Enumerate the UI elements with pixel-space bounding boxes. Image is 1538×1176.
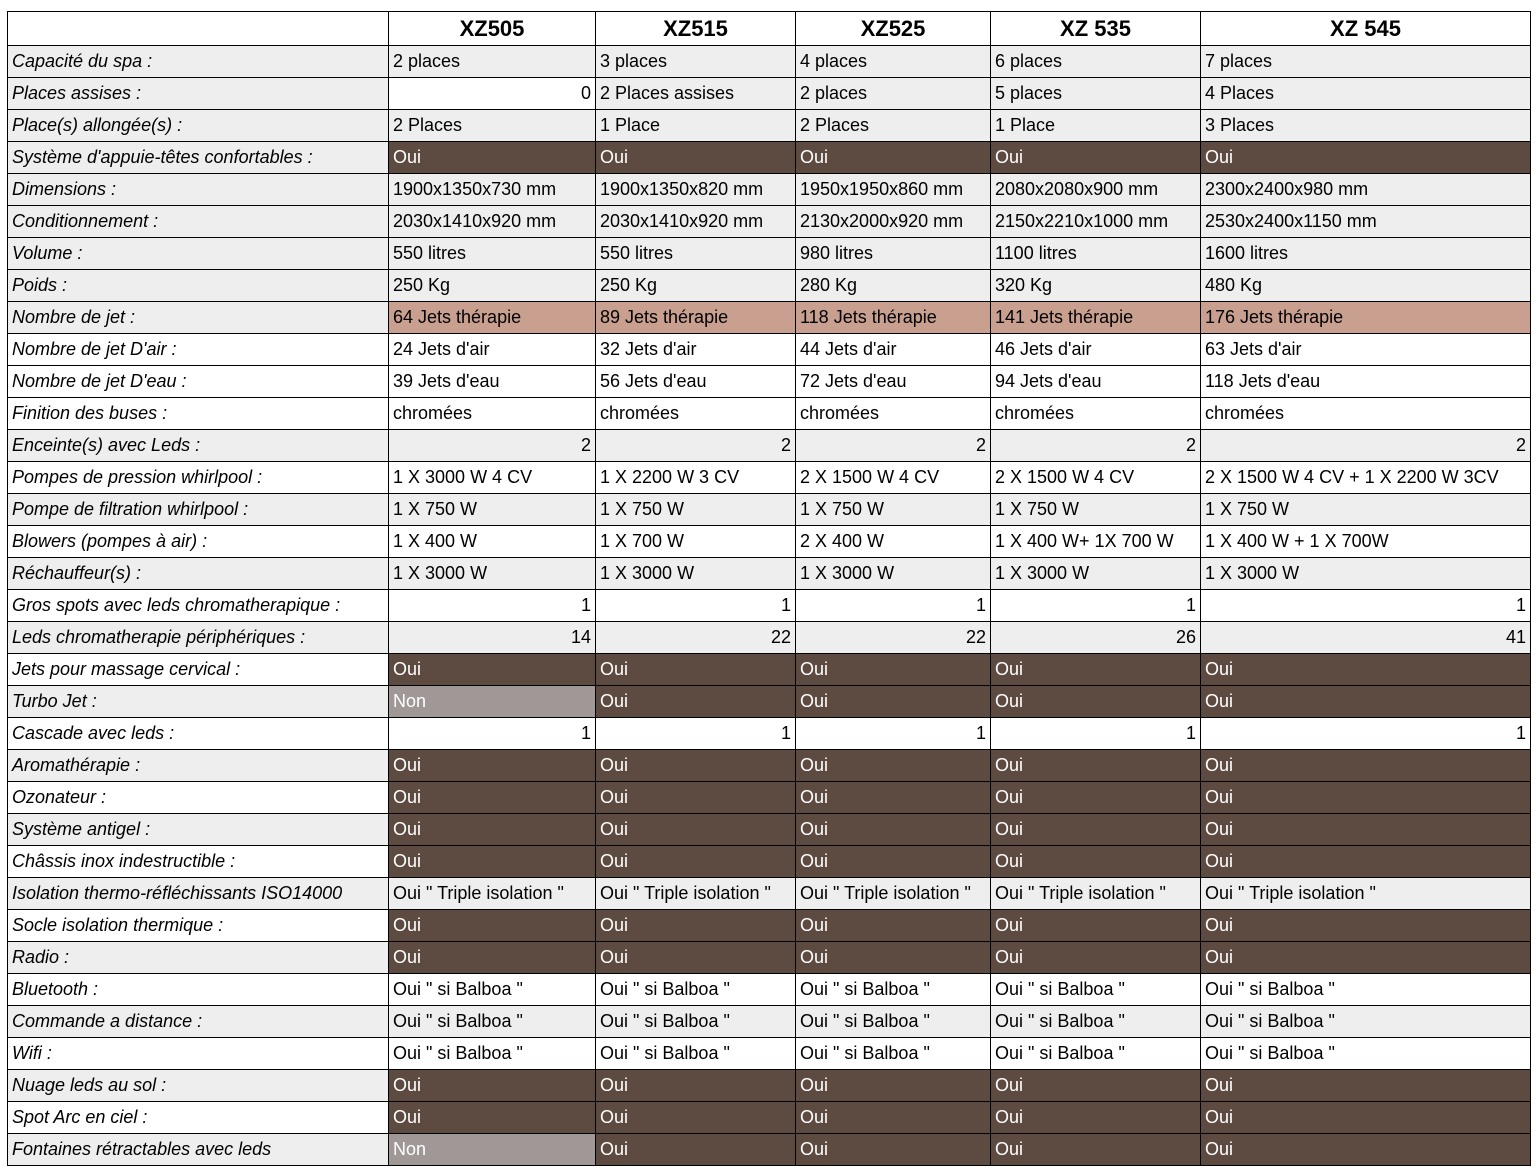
spec-value: Oui xyxy=(991,686,1201,718)
spec-value: 1 X 750 W xyxy=(389,494,596,526)
spec-label: Turbo Jet : xyxy=(8,686,389,718)
spec-body xyxy=(8,46,1531,1166)
spec-value: 1 xyxy=(596,718,796,750)
spec-value: 1 xyxy=(796,718,991,750)
spec-label: Poids : xyxy=(8,270,389,302)
spec-value: 32 Jets d'air xyxy=(596,334,796,366)
spec-value: 1 X 750 W xyxy=(991,494,1201,526)
spec-value: 2 X 1500 W 4 CV + 1 X 2200 W 3CV xyxy=(1201,462,1531,494)
spec-label: Places assises : xyxy=(8,78,389,110)
spec-value: 2 X 1500 W 4 CV xyxy=(796,462,991,494)
spec-value: 1600 litres xyxy=(1201,238,1531,270)
spec-row xyxy=(8,878,1531,910)
spec-value: chromées xyxy=(389,398,596,430)
spec-value: Oui xyxy=(596,1102,796,1134)
spec-row xyxy=(8,686,1531,718)
spec-value: 0 xyxy=(389,78,596,110)
model-header: XZ 545 xyxy=(1201,12,1531,46)
spec-label: Cascade avec leds : xyxy=(8,718,389,750)
spec-value: 64 Jets thérapie xyxy=(389,302,596,334)
spec-value: 41 xyxy=(1201,622,1531,654)
spec-label: Wifi : xyxy=(8,1038,389,1070)
spec-value: 2 Places xyxy=(389,110,596,142)
spec-value: Oui " Triple isolation " xyxy=(1201,878,1531,910)
spec-value: Oui xyxy=(796,846,991,878)
spec-value: Oui xyxy=(389,750,596,782)
spec-row xyxy=(8,142,1531,174)
spec-value: Oui " si Balboa " xyxy=(796,1038,991,1070)
spec-value: 2530x2400x1150 mm xyxy=(1201,206,1531,238)
spec-value: 72 Jets d'eau xyxy=(796,366,991,398)
spec-value: 1 xyxy=(1201,590,1531,622)
spec-row xyxy=(8,174,1531,206)
model-header: XZ505 xyxy=(389,12,596,46)
spec-value: Oui xyxy=(991,1102,1201,1134)
spec-row xyxy=(8,846,1531,878)
model-header: XZ525 xyxy=(796,12,991,46)
spec-value: Oui xyxy=(796,942,991,974)
spec-value: Oui " si Balboa " xyxy=(991,974,1201,1006)
spec-label: Leds chromatherapie périphériques : xyxy=(8,622,389,654)
spec-value: 94 Jets d'eau xyxy=(991,366,1201,398)
spec-value: Oui xyxy=(596,846,796,878)
spec-value: 1 X 3000 W 4 CV xyxy=(389,462,596,494)
spec-row xyxy=(8,622,1531,654)
spec-value: Oui xyxy=(991,1070,1201,1102)
spec-value: Oui xyxy=(991,814,1201,846)
spec-value: 1 xyxy=(1201,718,1531,750)
spec-label: Jets pour massage cervical : xyxy=(8,654,389,686)
spec-value: Non xyxy=(389,686,596,718)
spec-value: chromées xyxy=(991,398,1201,430)
spec-row xyxy=(8,430,1531,462)
spec-value: Oui xyxy=(991,654,1201,686)
spec-label: Réchauffeur(s) : xyxy=(8,558,389,590)
spec-row xyxy=(8,238,1531,270)
spec-row xyxy=(8,78,1531,110)
spec-value: 2 xyxy=(389,430,596,462)
spec-value: Oui " si Balboa " xyxy=(1201,1038,1531,1070)
spec-value: 141 Jets thérapie xyxy=(991,302,1201,334)
spec-value: 1 X 750 W xyxy=(596,494,796,526)
spec-value: Oui xyxy=(796,1134,991,1166)
spec-label: Radio : xyxy=(8,942,389,974)
spec-value: Oui xyxy=(1201,750,1531,782)
spec-value: 550 litres xyxy=(389,238,596,270)
spec-row xyxy=(8,974,1531,1006)
spec-row xyxy=(8,1102,1531,1134)
spec-value: Oui xyxy=(796,142,991,174)
spec-value: 22 xyxy=(796,622,991,654)
spec-value: 118 Jets thérapie xyxy=(796,302,991,334)
spec-value: Oui xyxy=(1201,814,1531,846)
spec-value: 250 Kg xyxy=(596,270,796,302)
header-row xyxy=(8,12,1531,46)
spec-value: Oui xyxy=(796,910,991,942)
spec-value: Oui xyxy=(796,654,991,686)
spec-value: 280 Kg xyxy=(796,270,991,302)
spec-value: 22 xyxy=(596,622,796,654)
spec-value: chromées xyxy=(796,398,991,430)
spec-label: Enceinte(s) avec Leds : xyxy=(8,430,389,462)
spec-row xyxy=(8,302,1531,334)
spec-label: Fontaines rétractables avec leds xyxy=(8,1134,389,1166)
spec-row xyxy=(8,462,1531,494)
spec-value: Oui xyxy=(596,142,796,174)
spec-value: Oui " si Balboa " xyxy=(389,974,596,1006)
spec-value: 14 xyxy=(389,622,596,654)
spa-spec-table xyxy=(7,11,1531,1166)
model-header: XZ 535 xyxy=(991,12,1201,46)
spec-value: 176 Jets thérapie xyxy=(1201,302,1531,334)
spec-value: 2 Places assises xyxy=(596,78,796,110)
spec-value: 1 xyxy=(991,718,1201,750)
spec-value: Oui " si Balboa " xyxy=(389,1006,596,1038)
spec-label: Spot Arc en ciel : xyxy=(8,1102,389,1134)
spec-label: Capacité du spa : xyxy=(8,46,389,78)
spec-value: Oui xyxy=(596,782,796,814)
spec-value: Oui " si Balboa " xyxy=(796,974,991,1006)
spec-value: 5 places xyxy=(991,78,1201,110)
spec-value: 2030x1410x920 mm xyxy=(596,206,796,238)
spec-row xyxy=(8,1134,1531,1166)
spec-label: Finition des buses : xyxy=(8,398,389,430)
spec-value: Oui xyxy=(389,814,596,846)
spec-value: Oui " Triple isolation " xyxy=(796,878,991,910)
spec-value: Oui xyxy=(796,782,991,814)
spec-label: Ozonateur : xyxy=(8,782,389,814)
spec-value: Oui xyxy=(1201,846,1531,878)
spec-label: Châssis inox indestructible : xyxy=(8,846,389,878)
spec-value: 550 litres xyxy=(596,238,796,270)
spec-row xyxy=(8,590,1531,622)
spec-value: 2 X 400 W xyxy=(796,526,991,558)
spec-value: 1 xyxy=(389,590,596,622)
spec-value: Oui xyxy=(796,814,991,846)
spec-label: Système antigel : xyxy=(8,814,389,846)
spec-value: Oui " si Balboa " xyxy=(1201,974,1531,1006)
spec-value: Oui xyxy=(991,142,1201,174)
spec-value: Oui xyxy=(1201,782,1531,814)
spec-value: Oui xyxy=(596,750,796,782)
spec-value: Oui " si Balboa " xyxy=(991,1006,1201,1038)
spec-value: 2 xyxy=(596,430,796,462)
spec-value: Oui xyxy=(389,142,596,174)
spec-value: 89 Jets thérapie xyxy=(596,302,796,334)
spec-value: 1 X 400 W + 1 X 700W xyxy=(1201,526,1531,558)
spec-row xyxy=(8,814,1531,846)
spec-value: 3 places xyxy=(596,46,796,78)
spec-value: Oui xyxy=(796,750,991,782)
spec-value: Oui xyxy=(596,654,796,686)
spec-value: 2 X 1500 W 4 CV xyxy=(991,462,1201,494)
spec-value: 1950x1950x860 mm xyxy=(796,174,991,206)
spec-value: 39 Jets d'eau xyxy=(389,366,596,398)
spec-value: 2030x1410x920 mm xyxy=(389,206,596,238)
spec-value: 1 X 750 W xyxy=(1201,494,1531,526)
spec-value: Oui xyxy=(796,1102,991,1134)
spec-value: 63 Jets d'air xyxy=(1201,334,1531,366)
spec-label: Pompe de filtration whirlpool : xyxy=(8,494,389,526)
spec-value: Oui xyxy=(389,782,596,814)
spec-value: 1 X 3000 W xyxy=(1201,558,1531,590)
spec-row xyxy=(8,910,1531,942)
spec-value: 1 xyxy=(389,718,596,750)
spec-value: 1100 litres xyxy=(991,238,1201,270)
spec-value: Oui xyxy=(389,1070,596,1102)
spec-value: 3 Places xyxy=(1201,110,1531,142)
spec-value: 1 X 750 W xyxy=(796,494,991,526)
spec-value: 44 Jets d'air xyxy=(796,334,991,366)
spec-value: 1 X 400 W+ 1X 700 W xyxy=(991,526,1201,558)
spec-value: Oui xyxy=(596,910,796,942)
spec-value: 24 Jets d'air xyxy=(389,334,596,366)
spec-label: Place(s) allongée(s) : xyxy=(8,110,389,142)
spec-value: 26 xyxy=(991,622,1201,654)
spec-value: Oui xyxy=(596,814,796,846)
spec-row xyxy=(8,1070,1531,1102)
spec-value: Oui xyxy=(991,1134,1201,1166)
spec-row xyxy=(8,526,1531,558)
spec-label: Nombre de jet D'air : xyxy=(8,334,389,366)
spec-row xyxy=(8,398,1531,430)
spec-value: 1 xyxy=(991,590,1201,622)
spec-label: Système d'appuie-têtes confortables : xyxy=(8,142,389,174)
spec-value: 46 Jets d'air xyxy=(991,334,1201,366)
spec-label: Conditionnement : xyxy=(8,206,389,238)
spec-value: Oui " si Balboa " xyxy=(991,1038,1201,1070)
spec-value: Oui xyxy=(389,846,596,878)
spec-label: Gros spots avec leds chromatherapique : xyxy=(8,590,389,622)
spec-value: 118 Jets d'eau xyxy=(1201,366,1531,398)
spec-row xyxy=(8,270,1531,302)
spec-value: Oui xyxy=(596,942,796,974)
spec-value: Oui xyxy=(991,846,1201,878)
spec-value: 1 X 3000 W xyxy=(991,558,1201,590)
spec-value: Oui xyxy=(389,910,596,942)
spec-value: 320 Kg xyxy=(991,270,1201,302)
spec-value: Oui xyxy=(1201,942,1531,974)
spec-label: Isolation thermo-réfléchissants ISO14000 xyxy=(8,878,389,910)
spec-value: 2 xyxy=(796,430,991,462)
model-header: XZ515 xyxy=(596,12,796,46)
spec-value: 4 places xyxy=(796,46,991,78)
spec-value: Oui " Triple isolation " xyxy=(991,878,1201,910)
spec-value: Oui xyxy=(1201,142,1531,174)
spec-value: 980 litres xyxy=(796,238,991,270)
spec-value: 2 places xyxy=(796,78,991,110)
spec-value: 1 Place xyxy=(991,110,1201,142)
spec-value: Oui " Triple isolation " xyxy=(389,878,596,910)
spec-value: 1900x1350x730 mm xyxy=(389,174,596,206)
spec-value: Oui xyxy=(1201,1102,1531,1134)
spec-value: Oui xyxy=(796,686,991,718)
spec-value: Oui xyxy=(389,654,596,686)
spec-row xyxy=(8,942,1531,974)
spec-value: Oui xyxy=(1201,654,1531,686)
spec-label: Nuage leds au sol : xyxy=(8,1070,389,1102)
spec-row xyxy=(8,782,1531,814)
spec-value: 7 places xyxy=(1201,46,1531,78)
spec-value: 250 Kg xyxy=(389,270,596,302)
spec-row xyxy=(8,334,1531,366)
spec-value: 1 X 2200 W 3 CV xyxy=(596,462,796,494)
spec-value: 480 Kg xyxy=(1201,270,1531,302)
spec-row xyxy=(8,750,1531,782)
spec-value: Oui " si Balboa " xyxy=(596,1038,796,1070)
spec-value: Oui xyxy=(596,686,796,718)
spec-value: 1 X 3000 W xyxy=(596,558,796,590)
spec-value: 1 X 3000 W xyxy=(796,558,991,590)
spec-row xyxy=(8,46,1531,78)
header-corner xyxy=(8,12,389,46)
spec-value: 1 xyxy=(796,590,991,622)
spec-value: 1 X 700 W xyxy=(596,526,796,558)
spec-label: Nombre de jet : xyxy=(8,302,389,334)
spec-value: 1 xyxy=(596,590,796,622)
spec-label: Dimensions : xyxy=(8,174,389,206)
spec-value: chromées xyxy=(596,398,796,430)
spec-value: 2 Places xyxy=(796,110,991,142)
spec-value: Oui xyxy=(1201,1134,1531,1166)
spec-value: Oui " Triple isolation " xyxy=(596,878,796,910)
spec-value: 2 xyxy=(1201,430,1531,462)
spec-value: Oui xyxy=(596,1070,796,1102)
spec-value: 4 Places xyxy=(1201,78,1531,110)
spec-value: Oui " si Balboa " xyxy=(796,1006,991,1038)
spec-label: Nombre de jet D'eau : xyxy=(8,366,389,398)
spec-value: Oui xyxy=(389,942,596,974)
spec-row xyxy=(8,654,1531,686)
spec-label: Socle isolation thermique : xyxy=(8,910,389,942)
spec-value: Oui xyxy=(991,942,1201,974)
spec-value: 2150x2210x1000 mm xyxy=(991,206,1201,238)
spec-label: Bluetooth : xyxy=(8,974,389,1006)
spec-value: Oui xyxy=(1201,910,1531,942)
spec-label: Blowers (pompes à air) : xyxy=(8,526,389,558)
spec-value: Oui xyxy=(1201,686,1531,718)
spec-label: Aromathérapie : xyxy=(8,750,389,782)
spec-row xyxy=(8,718,1531,750)
spec-label: Volume : xyxy=(8,238,389,270)
spec-value: Oui xyxy=(389,1102,596,1134)
spec-value: 1 Place xyxy=(596,110,796,142)
spec-value: Oui " si Balboa " xyxy=(596,1006,796,1038)
spec-label: Pompes de pression whirlpool : xyxy=(8,462,389,494)
spec-row xyxy=(8,366,1531,398)
spec-value: Oui xyxy=(796,1070,991,1102)
spec-value: Oui xyxy=(1201,1070,1531,1102)
spec-value: Oui xyxy=(991,782,1201,814)
spec-row xyxy=(8,1038,1531,1070)
spec-value: 1 X 3000 W xyxy=(389,558,596,590)
spec-value: Oui xyxy=(991,750,1201,782)
spec-row xyxy=(8,494,1531,526)
spec-value: 1 X 400 W xyxy=(389,526,596,558)
spec-row xyxy=(8,110,1531,142)
spec-value: 2300x2400x980 mm xyxy=(1201,174,1531,206)
spec-value: Non xyxy=(389,1134,596,1166)
spec-value: 2 places xyxy=(389,46,596,78)
spec-value: Oui xyxy=(991,910,1201,942)
spec-row xyxy=(8,558,1531,590)
spec-value: 56 Jets d'eau xyxy=(596,366,796,398)
spec-value: 6 places xyxy=(991,46,1201,78)
spec-value: Oui " si Balboa " xyxy=(596,974,796,1006)
spec-value: 1900x1350x820 mm xyxy=(596,174,796,206)
spec-value: Oui xyxy=(596,1134,796,1166)
spec-label: Commande a distance : xyxy=(8,1006,389,1038)
spec-value: 2130x2000x920 mm xyxy=(796,206,991,238)
spec-value: 2080x2080x900 mm xyxy=(991,174,1201,206)
spec-value: Oui " si Balboa " xyxy=(1201,1006,1531,1038)
spec-value: Oui " si Balboa " xyxy=(389,1038,596,1070)
spec-value: chromées xyxy=(1201,398,1531,430)
spec-row xyxy=(8,206,1531,238)
spec-row xyxy=(8,1006,1531,1038)
spec-value: 2 xyxy=(991,430,1201,462)
